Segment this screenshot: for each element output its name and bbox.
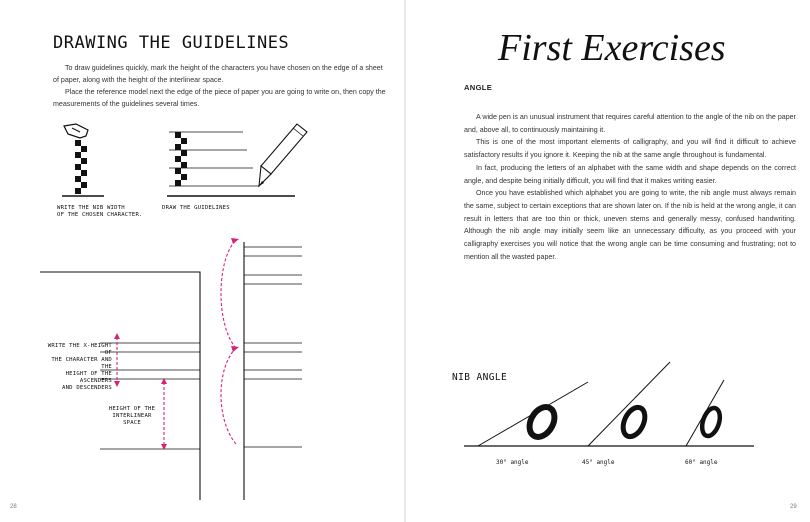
nib-width-illustration: [60, 120, 110, 198]
transfer-arrow: [221, 348, 236, 444]
body-text: [464, 111, 796, 263]
body-paragraph: This is one of the most important elements of calligraphy, and you will find it difficult to achieve satisfactory results if you ignore it. Keeping the nib at the same angle throughout is fundamental.: [464, 138, 796, 160]
letter-o-60: [699, 406, 723, 439]
page-number: 29: [790, 504, 797, 510]
body-paragraph: A wide pen is an unusual instrument that requires careful attention to the angle of the nib on the paper and, above all, to continuously maintaining it.: [464, 113, 796, 134]
page-title: First Exercises: [498, 27, 726, 69]
nib-angle-diagram: [460, 340, 760, 470]
section-heading: ANGLE: [464, 83, 493, 92]
nib-angle-label: NIB ANGLE: [452, 372, 508, 383]
pencil-icon: [259, 124, 307, 186]
page-number: 28: [10, 504, 17, 510]
angle-line-45: [588, 362, 670, 446]
left-page: [0, 0, 404, 522]
angle-label-45: 45° angle: [582, 459, 615, 466]
transfer-arrow: [221, 240, 236, 348]
pen-nib-icon: [64, 124, 88, 138]
angle-label-60: 60° angle: [685, 459, 718, 466]
letter-o-30: [524, 403, 559, 442]
caption-draw-guidelines: DRAW THE GUIDELINES: [162, 205, 230, 211]
intro-paragraph: Place the reference model next the edge of the piece of paper you are going to write on, then copy the measurements of the guidelines several times.: [53, 88, 386, 108]
caption-nib-width: WRITE THE NIB WIDTH OF THE CHOSEN CHARACTER.: [57, 205, 143, 218]
intro-text: [53, 62, 389, 110]
caption-interlinear: HEIGHT OF THE INTERLINEAR SPACE: [108, 406, 156, 426]
draw-guidelines-illustration: [165, 118, 315, 200]
angle-label-30: 30° angle: [496, 459, 529, 466]
page-title: DRAWING THE GUIDELINES: [53, 33, 290, 53]
caption-xheight: WRITE THE X-HEIGHT OF THE CHARACTER AND THE HEIGHT OF THE ASCENDERS AND DESCENDERS: [47, 343, 112, 391]
body-paragraph: Once you have established which alphabet you are going to write, the nib angle must always remain the same, subject to certain exceptions that are shown later on. If the nib is held at the wrong angle, it can result in letters that are too thin or thick, uneven stems and generally messy, confused handwriting. Although the nib angle may initially seem like an unnecessary difficulty, as you proceed with your calligraphy exercises you will notice that the wrong angle can be time consuming and frustrating; not to mention all the wasted paper.: [464, 189, 796, 261]
body-paragraph: In fact, producing the letters of an alphabet with the same width and shape depends on the correct angle, and despite being initially difficult, you will find that it makes writing easier.: [464, 163, 796, 185]
intro-paragraph: To draw guidelines quickly, mark the height of the characters you have chosen on the edge of a sheet of paper, along with the height of the interlinear space.: [53, 64, 383, 84]
